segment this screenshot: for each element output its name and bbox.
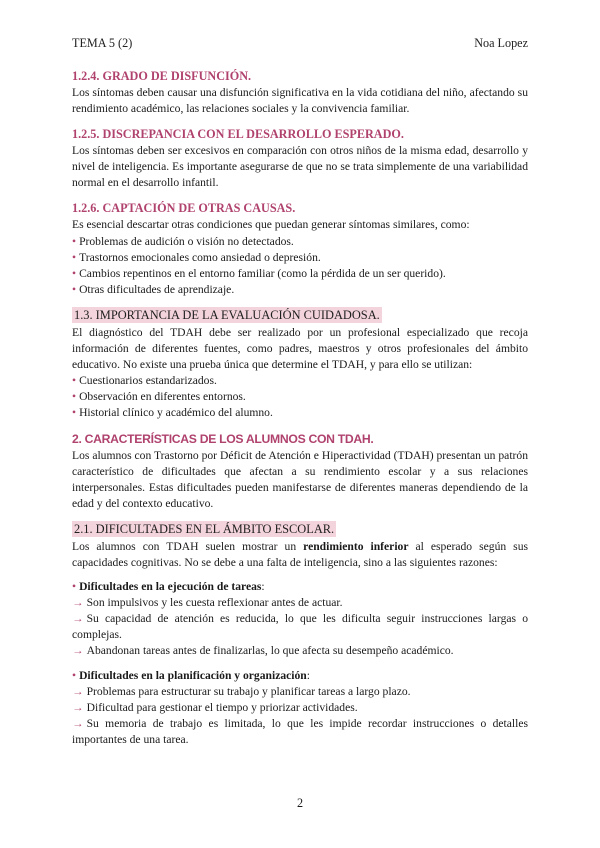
header-author: Noa Lopez — [474, 36, 528, 50]
section-2 — [72, 431, 528, 512]
group-colon: : — [306, 668, 310, 682]
header-topic: TEMA 5 (2) — [72, 36, 133, 50]
arrow-icon: → — [72, 644, 84, 658]
section-heading-highlighted: 2.1. DIFICULTADES EN EL ÁMBITO ESCOLAR. — [74, 521, 335, 536]
group-heading — [72, 579, 528, 595]
arrow-item — [72, 643, 528, 659]
item-text: Abandonan tareas antes de finalizarlas, lo que afecta su desempeño académico. — [86, 644, 454, 658]
arrow-item — [72, 595, 528, 611]
arrow-icon: → — [72, 716, 84, 730]
section-heading-highlighted: 1.3. IMPORTANCIA DE LA EVALUACIÓN CUIDADOSA. — [74, 307, 380, 322]
section-1-2-4 — [72, 68, 528, 117]
section-2-1 — [72, 521, 528, 748]
item-text: Dificultad para gestionar el tiempo y priorizar actividades. — [86, 700, 358, 714]
paragraph: Los alumnos con Trastorno por Déficit de Atención e Hiperactividad (TDAH) presentan un patrón característico de dificultades que afectan a su rendimiento escolar y a sus relaciones interpersonales. Estas dificultades pueden manifestarse de diferentes maneras dependiendo de la edad y del contexto educativo. — [72, 448, 528, 510]
arrow-item — [72, 700, 528, 716]
text-run: al esperado según sus capacidades cognitivas. No se debe a una falta de inteligencia, sino a las siguientes razones: — [72, 539, 529, 569]
section-1-2-5 — [72, 126, 528, 191]
section-heading: 1.2.6. CAPTACIÓN DE OTRAS CAUSAS. — [72, 201, 296, 216]
paragraph: Los síntomas deben ser excesivos en comparación con otros niños de la misma edad, desarrollo y nivel de inteligencia. Es importante asegurarse de que no se trata simplemente de una variabilidad normal en el desarrollo infantil. — [72, 144, 528, 190]
section-heading: 1.2.4. GRADO DE DISFUNCIÓN. — [72, 69, 252, 83]
list-item: • Problemas de audición o visión no detectados. — [72, 234, 528, 250]
list-item: • Historial clínico y académico del alumno. — [72, 405, 528, 421]
list-item: • Cuestionarios estandarizados. — [72, 373, 528, 389]
section-heading: 1.2.5. DISCREPANCIA CON EL DESARROLLO ESPERADO. — [72, 127, 404, 142]
arrow-icon: → — [72, 684, 84, 698]
arrow-item — [72, 611, 528, 643]
text-run: Los alumnos con TDAH suelen mostrar un — [72, 539, 304, 553]
list-item: • Otras dificultades de aprendizaje. — [72, 282, 528, 298]
bold-text: rendimiento inferior — [303, 539, 409, 553]
group-title: Dificultades en la ejecución de tareas — [79, 580, 262, 594]
page-header — [72, 36, 528, 51]
arrow-item — [72, 684, 528, 700]
page-footer — [0, 796, 600, 811]
item-text: Son impulsivos y les cuesta reflexionar antes de actuar. — [86, 596, 343, 610]
item-text: Problemas para estructurar su trabajo y planificar tareas a largo plazo. — [86, 684, 411, 698]
arrow-icon: → — [72, 700, 84, 714]
paragraph — [72, 539, 528, 571]
arrow-icon: → — [72, 596, 84, 610]
arrow-item — [72, 716, 528, 748]
item-text: Su memoria de trabajo es limitada, lo que les impide recordar instrucciones o detalles importantes de una tarea. — [72, 716, 528, 746]
page-number: 2 — [296, 796, 304, 810]
list-item: • Cambios repentinos en el entorno familiar (como la pérdida de un ser querido). — [72, 266, 528, 282]
group-title: Dificultades en la planificación y organización — [79, 668, 307, 682]
section-1-3 — [72, 307, 528, 422]
list-item: • Observación en diferentes entornos. — [72, 389, 528, 405]
paragraph: Es esencial descartar otras condiciones que puedan generar síntomas similares, como: — [72, 218, 470, 232]
paragraph: El diagnóstico del TDAH debe ser realizado por un profesional especializado que recoja información de diferentes fuentes, como padres, maestros y otros profesionales del ámbito educativo. No existe una prueba única que determine el TDAH, y para ello se utilizan: — [72, 325, 528, 372]
item-text: Su capacidad de atención es reducida, lo que les dificulta seguir instrucciones largas o complejas. — [72, 612, 528, 642]
group-heading — [72, 668, 528, 684]
section-1-2-6 — [72, 200, 528, 297]
chapter-heading: 2. CARACTERÍSTICAS DE LOS ALUMNOS CON TDAH. — [72, 431, 374, 446]
page-content — [72, 68, 528, 748]
list-item: • Trastornos emocionales como ansiedad o depresión. — [72, 250, 528, 266]
group-colon: : — [261, 580, 265, 594]
arrow-icon: → — [72, 612, 84, 626]
paragraph: Los síntomas deben causar una disfunción significativa en la vida cotidiana del niño, afectando su rendimiento académico, las relaciones sociales y la convivencia familiar. — [72, 86, 528, 116]
